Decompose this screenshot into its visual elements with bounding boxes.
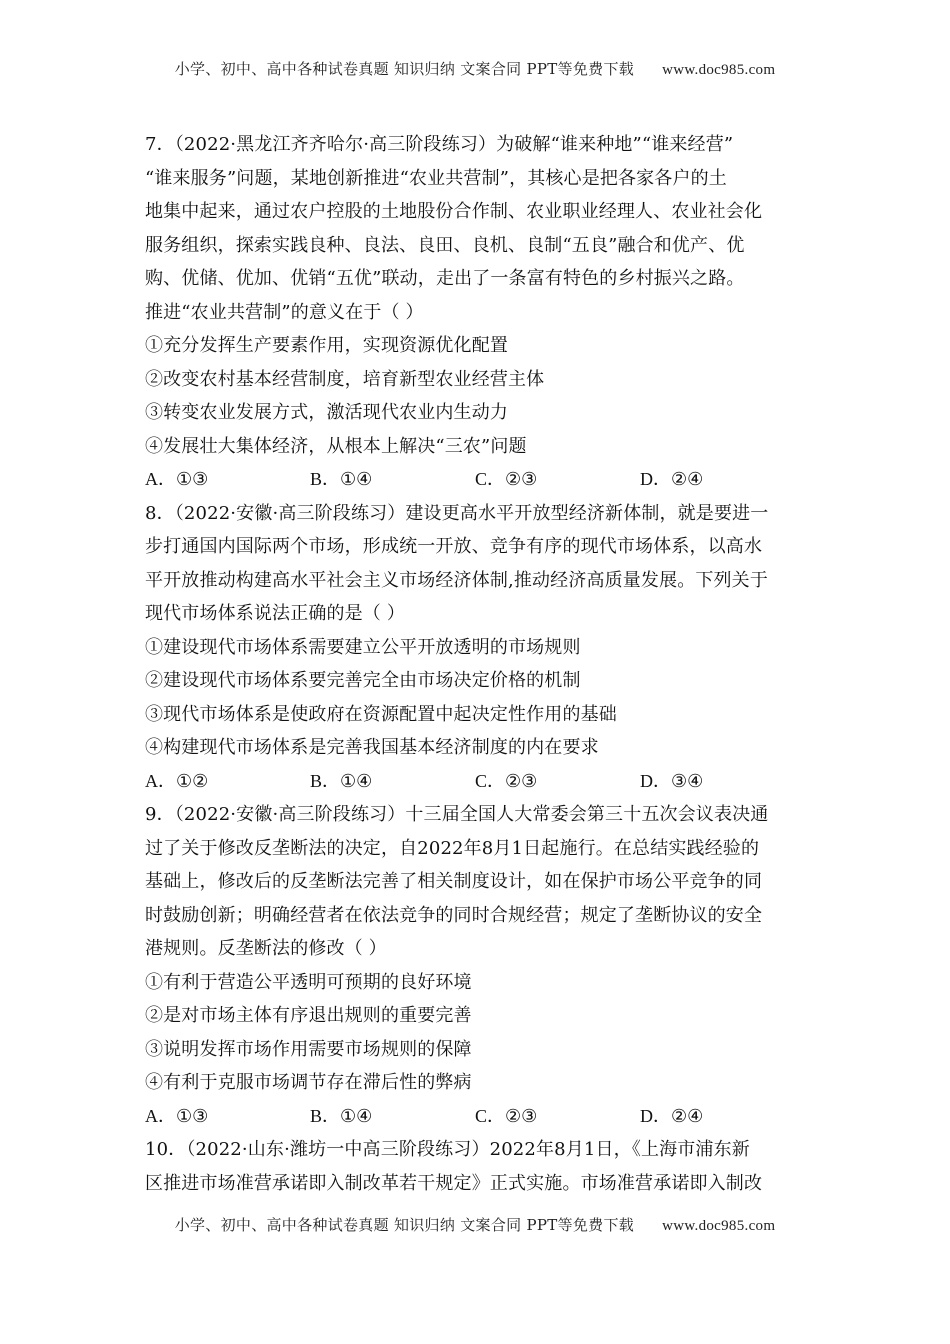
page-footer — [0, 1214, 950, 1235]
option-letter: B． — [310, 1105, 341, 1126]
question-stem-line: 平开放推动构建高水平社会主义市场经济体制,推动经济高质量发展。下列关于 — [145, 569, 768, 591]
statement-item: ④发展壮大集体经济，从根本上解决“三农”问题 — [145, 435, 527, 457]
option-text: ②③ — [505, 770, 538, 792]
option-text: ②④ — [671, 1105, 704, 1127]
option-letter: D． — [640, 469, 671, 489]
question-stem-line: 推进“农业共营制”的意义在于（ ） — [145, 301, 424, 323]
answer-option[interactable] — [475, 1100, 640, 1134]
question-stem-line: 基础上，修改后的反垄断法完善了相关制度设计，如在保护市场公平竞争的同 — [145, 871, 763, 892]
option-letter: A． — [145, 1105, 176, 1126]
statement-item: ④构建现代市场体系是完善我国基本经济制度的内在要求 — [145, 737, 599, 758]
option-letter: A． — [145, 469, 176, 489]
option-text: ①④ — [340, 469, 373, 490]
option-text: ①④ — [340, 770, 373, 792]
question-content — [145, 128, 805, 1200]
question-stem-line: 地集中起来，通过农户控股的土地股份合作制、农业职业经理人、农业社会化 — [145, 201, 763, 222]
statement-item: ④有利于克服市场调节存在滞后性的弊病 — [145, 1072, 472, 1093]
question-stem-line: “谁来服务”问题，某地创新推进“农业共营制”，其核心是把各家各户的土 — [145, 167, 727, 189]
question-stem-line: 购、优储、优加、优销“五优”联动，走出了一条富有特色的乡村振兴之路。 — [145, 268, 745, 289]
statement-item: ③现代市场体系是使政府在资源配置中起决定性作用的基础 — [145, 703, 617, 725]
option-text: ①③ — [176, 1105, 209, 1127]
option-letter: B． — [310, 469, 341, 489]
statement-item: ③转变农业发展方式，激活现代农业内生动力 — [145, 402, 508, 423]
answer-options — [145, 463, 805, 497]
footer-text: 小学、初中、高中各种试卷真题 知识归纳 文案合同 PPT等免费下载 — [174, 1216, 635, 1234]
option-letter: C． — [475, 1105, 506, 1126]
question-10 — [145, 1133, 805, 1200]
question-stem-line: 时鼓励创新；明确经营者在依法竞争的同时合规经营；规定了垄断协议的安全 — [145, 904, 763, 926]
statement-item: ②是对市场主体有序退出规则的重要完善 — [145, 1005, 472, 1026]
answer-option[interactable] — [145, 765, 310, 799]
answer-option[interactable] — [145, 1100, 310, 1134]
question-stem-line: 7．（2022·黑龙江齐齐哈尔·高三阶段练习）为破解“谁来种地”“谁来经营” — [145, 134, 734, 155]
answer-option[interactable] — [310, 765, 475, 799]
statement-item: ①建设现代市场体系需要建立公平开放透明的市场规则 — [145, 636, 581, 658]
answer-option[interactable] — [640, 1100, 805, 1134]
answer-option[interactable] — [310, 463, 475, 497]
question-stem-line: 8．（2022·安徽·高三阶段练习）建设更高水平开放型经济新体制，就是要进一 — [145, 502, 769, 524]
answer-option[interactable] — [640, 463, 805, 497]
question-9 — [145, 798, 805, 1133]
question-stem-line: 港规则。反垄断法的修改（ ） — [145, 938, 387, 959]
statement-item: ①充分发挥生产要素作用，实现资源优化配置 — [145, 335, 508, 356]
header-text: 小学、初中、高中各种试卷真题 知识归纳 文案合同 PPT等免费下载 — [174, 60, 635, 78]
option-letter: C． — [475, 469, 506, 489]
option-text: ②④ — [671, 469, 704, 490]
answer-options — [145, 765, 805, 799]
statement-item: ②改变农村基本经营制度，培育新型农业经营主体 — [145, 368, 545, 390]
answer-option[interactable] — [475, 463, 640, 497]
header-url[interactable]: www.doc985.com — [662, 62, 776, 78]
option-text: ③④ — [671, 770, 704, 792]
option-text: ②③ — [505, 469, 538, 490]
option-text: ②③ — [505, 1105, 538, 1127]
option-letter: D． — [640, 1105, 671, 1126]
option-letter: A． — [145, 770, 176, 791]
option-text: ①③ — [176, 469, 209, 490]
footer-url[interactable]: www.doc985.com — [662, 1218, 776, 1234]
answer-option[interactable] — [145, 463, 310, 497]
question-stem-line: 9．（2022·安徽·高三阶段练习）十三届全国人大常委会第三十五次会议表决通 — [145, 804, 769, 825]
option-letter: C． — [475, 770, 506, 791]
answer-option[interactable] — [310, 1100, 475, 1134]
question-7 — [145, 128, 805, 497]
question-stem-line: 服务组织，探索实践良种、良法、良田、良机、良制“五良”融合和优产、优 — [145, 234, 745, 256]
question-stem-line: 步打通国内国际两个市场，形成统一开放、竞争有序的现代市场体系，以高水 — [145, 536, 763, 557]
option-text: ①④ — [340, 1105, 373, 1127]
question-8 — [145, 497, 805, 799]
page-header — [0, 58, 950, 79]
option-letter: B． — [310, 770, 341, 791]
statement-item: ①有利于营造公平透明可预期的良好环境 — [145, 971, 472, 993]
statement-item: ③说明发挥市场作用需要市场规则的保障 — [145, 1038, 472, 1060]
question-stem-line: 过了关于修改反垄断法的决定，自2022年8月1日起施行。在总结实践经验的 — [145, 837, 760, 859]
option-letter: D． — [640, 770, 671, 791]
option-text: ①② — [176, 770, 209, 792]
question-stem-line: 区推进市场准营承诺即入制改革若干规定》正式实施。市场准营承诺即入制改 — [145, 1172, 763, 1194]
question-stem-line: 10．（2022·山东·潍坊一中高三阶段练习）2022年8月1日，《上海市浦东新 — [145, 1139, 750, 1160]
answer-option[interactable] — [640, 765, 805, 799]
question-stem-line: 现代市场体系说法正确的是（ ） — [145, 603, 405, 624]
answer-option[interactable] — [475, 765, 640, 799]
statement-item: ②建设现代市场体系要完善完全由市场决定价格的机制 — [145, 670, 581, 691]
answer-options — [145, 1100, 805, 1134]
